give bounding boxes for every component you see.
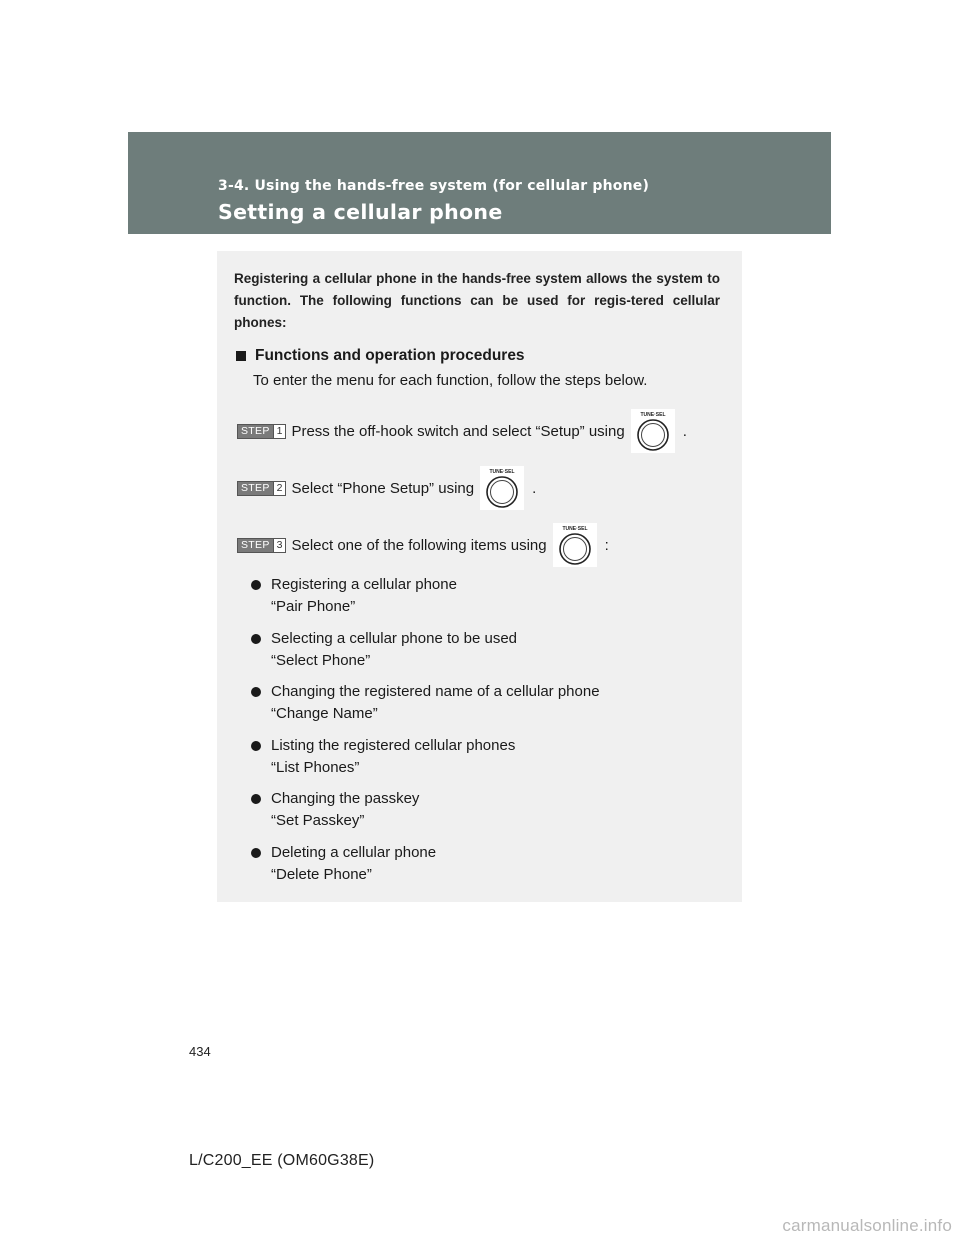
item-menu-name: “List Phones” <box>271 758 360 776</box>
step-text-end: . <box>532 479 537 497</box>
item-menu-name: “Select Phone” <box>271 651 371 669</box>
knob-label: TUNE·SEL <box>640 412 666 418</box>
tune-sel-knob-icon <box>480 466 524 510</box>
section-title: 3-4. Using the hands-free system (for cellular phone) <box>218 178 650 194</box>
item-description: Deleting a cellular phone <box>271 843 437 861</box>
step-badge <box>237 424 286 439</box>
bullet-dot-icon <box>251 687 261 697</box>
list-item <box>251 788 600 842</box>
item-description: Registering a cellular phone <box>271 576 457 593</box>
tune-sel-knob-icon <box>553 523 597 567</box>
list-item <box>251 574 600 628</box>
step-badge-number: 1 <box>273 425 286 438</box>
list-item <box>251 842 600 896</box>
subheading-text: Functions and operation procedures <box>255 347 525 364</box>
step-3 <box>237 523 609 567</box>
bullet-dot-icon <box>251 580 261 590</box>
function-list <box>251 574 600 895</box>
item-menu-name: “Set Passkey” <box>271 812 365 829</box>
step-badge-label: STEP <box>238 482 273 495</box>
list-item <box>251 681 600 735</box>
list-item <box>251 628 600 682</box>
page-number: 434 <box>189 1044 211 1059</box>
knob-label: TUNE·SEL <box>489 469 515 475</box>
item-description: Listing the registered cellular phones <box>271 736 516 754</box>
step-badge-label: STEP <box>238 425 273 438</box>
step-text: Select one of the following items using <box>291 536 547 554</box>
item-menu-name: “Change Name” <box>271 705 378 722</box>
bullet-dot-icon <box>251 634 261 644</box>
step-text: Select “Phone Setup” using <box>291 479 475 497</box>
document-code: L/C200_EE (OM60G38E) <box>189 1152 375 1169</box>
step-badge-number: 2 <box>273 482 286 495</box>
step-badge <box>237 481 286 496</box>
item-menu-name: “Delete Phone” <box>271 865 372 883</box>
item-menu-name: “Pair Phone” <box>271 598 356 615</box>
item-description: Changing the passkey <box>271 790 420 807</box>
bullet-dot-icon <box>251 848 261 858</box>
step-2 <box>237 466 536 510</box>
intro-paragraph: Registering a cellular phone in the hands-free system allows the system to function. The following functions can be used for regis-tered cellular phones: <box>234 271 720 330</box>
step-badge-label: STEP <box>238 539 273 552</box>
step-text-end: . <box>682 422 687 440</box>
step-badge-number: 3 <box>273 539 286 552</box>
step-text: Press the off-hook switch and select “Setup” using <box>291 422 625 440</box>
bullet-dot-icon <box>251 741 261 751</box>
step-1 <box>237 409 687 453</box>
bullet-dot-icon <box>251 794 261 804</box>
subheading-description: To enter the menu for each function, follow the steps below. <box>253 372 648 389</box>
list-item <box>251 735 600 789</box>
step-text-end: : <box>604 536 609 554</box>
step-badge <box>237 538 286 553</box>
tune-sel-knob-icon <box>631 409 675 453</box>
watermark: carmanualsonline.info <box>782 1216 952 1235</box>
page-header <box>128 132 831 234</box>
knob-label: TUNE·SEL <box>562 526 588 532</box>
square-bullet-icon <box>236 351 246 361</box>
item-description: Changing the registered name of a cellular phone <box>271 683 600 700</box>
subheading <box>236 347 525 365</box>
content-box <box>217 251 742 902</box>
item-description: Selecting a cellular phone to be used <box>271 629 518 647</box>
page-title: Setting a cellular phone <box>218 200 503 224</box>
